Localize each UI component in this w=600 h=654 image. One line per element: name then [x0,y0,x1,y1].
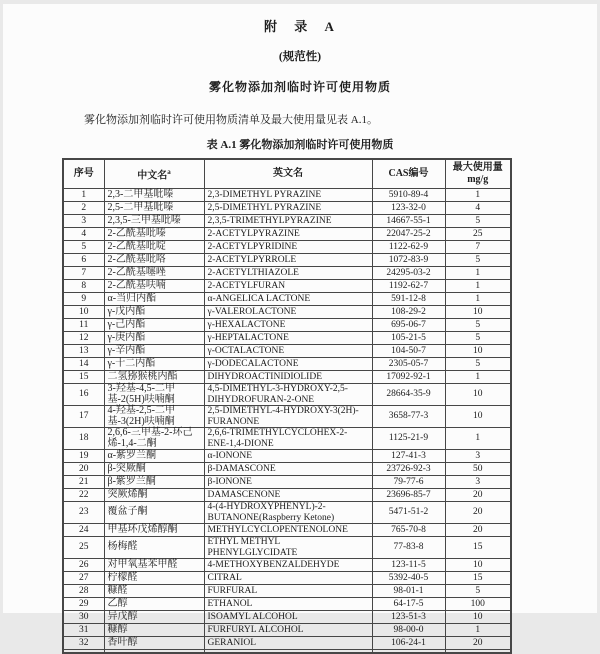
cell-no: 14 [63,358,104,371]
table-row [63,254,511,267]
cell-max: 1 [445,293,511,306]
cell-cas: 77-83-8 [372,537,445,559]
table-row [63,293,511,306]
cell-zh: γ-辛内酯 [104,345,204,358]
cell-cas: 1192-62-7 [372,280,445,293]
cell-max: 10 [445,559,511,572]
cell-max: 20 [445,524,511,537]
cell-max: 5 [445,215,511,228]
cell-en: 2-ACETYLTHIAZOLE [204,267,372,280]
cell-en: DIHYDROACTINIDIOLIDE [204,371,372,384]
cell-no: 16 [63,384,104,406]
table-row [63,280,511,293]
document-page [3,4,597,648]
cell-no: 18 [63,428,104,450]
header-english-name: 英文名 [204,159,372,189]
cell-en [204,650,372,654]
cell-no: 28 [63,585,104,598]
cell-zh [104,650,204,654]
cell-max: 5 [445,254,511,267]
cell-no: 32 [63,637,104,650]
cell-en: ISOAMYL ALCOHOL [204,611,372,624]
cell-en: 2,5-DIMETHYL-4-HYDROXY-3(2H)-FURANONE [204,406,372,428]
cell-cas: 17092-92-1 [372,371,445,384]
cell-en: DAMASCENONE [204,489,372,502]
table-row [63,332,511,345]
cell-max: 10 [445,306,511,319]
table-row [63,371,511,384]
cell-cas: 127-41-3 [372,450,445,463]
table-row [63,189,511,202]
cell-cas: 765-70-8 [372,524,445,537]
cell-no: 2 [63,202,104,215]
table-row [63,202,511,215]
table-row [63,319,511,332]
cell-max: 15 [445,537,511,559]
cell-max: 3 [445,476,511,489]
cell-cas: 1125-21-9 [372,428,445,450]
table-row [63,585,511,598]
cell-max: 10 [445,406,511,428]
header-cas: CAS编号 [372,159,445,189]
cell-zh: 2,3,5-三甲基吡嗪 [104,215,204,228]
cell-cas: 23696-85-7 [372,489,445,502]
cell-en: 2-ACETYLPYRROLE [204,254,372,267]
table-row [63,572,511,585]
cell-zh: 糠醇 [104,624,204,637]
cell-en: α-ANGELICA LACTONE [204,293,372,306]
table-caption: 表 A.1 雾化物添加剂临时许可使用物质 [206,139,394,151]
cell-en: β-DAMASCONE [204,463,372,476]
cell-max: 1 [445,267,511,280]
cell-no: 10 [63,306,104,319]
cell-max: 20 [445,502,511,524]
cell-max: 3 [445,450,511,463]
cell-no: 31 [63,624,104,637]
table-row [63,428,511,450]
cell-cas: 1122-62-9 [372,241,445,254]
table-body [63,189,511,650]
table-row [63,358,511,371]
cell-zh: α-紫罗兰酮 [104,450,204,463]
cell-cas: 123-11-5 [372,559,445,572]
cell-zh: 2-乙酰基吡嗪 [104,228,204,241]
substances-table [62,158,512,654]
cell-no: 23 [63,502,104,524]
cell-no: 29 [63,598,104,611]
cell-cas: 5471-51-2 [372,502,445,524]
cell-en: γ-OCTALACTONE [204,345,372,358]
cell-en: 2,3,5-TRIMETHYLPYRAZINE [204,215,372,228]
cell-en: 2-ACETYLFURAN [204,280,372,293]
table-row [63,598,511,611]
cell-zh: 对甲氧基苯甲醛 [104,559,204,572]
cell-zh: 乙醇 [104,598,204,611]
cell-max: 10 [445,345,511,358]
cell-max: 20 [445,489,511,502]
cell-en: 2,3-DIMETHYL PYRAZINE [204,189,372,202]
cell-max: 1 [445,428,511,450]
table-row [63,384,511,406]
max-usage-unit: mg/g [467,174,489,185]
cell-en: METHYLCYCLOPENTENOLONE [204,524,372,537]
cell-max: 1 [445,280,511,293]
cell-no: 11 [63,319,104,332]
cell-en: 4,5-DIMETHYL-3-HYDROXY-2,5-DIHYDROFURAN-2-ONE [204,384,372,406]
table-row [63,611,511,624]
cell-cas: 105-21-5 [372,332,445,345]
cell-max: 5 [445,319,511,332]
table-row [63,476,511,489]
cell-en: β-IONONE [204,476,372,489]
table-row [63,345,511,358]
cell-cas: 123-32-0 [372,202,445,215]
header-max-usage [445,159,511,189]
cell-zh: 异戊醇 [104,611,204,624]
cell-cas: 28664-35-9 [372,384,445,406]
table-row [63,463,511,476]
cell-zh: 覆盆子酮 [104,502,204,524]
table-row [63,450,511,463]
cell-no: 12 [63,332,104,345]
cell-zh: 糠醛 [104,585,204,598]
cell-zh: γ-己内酯 [104,319,204,332]
cell-zh: 2,5-二甲基吡嗪 [104,202,204,215]
cell-en: γ-VALEROLACTONE [204,306,372,319]
cell-cas: 22047-25-2 [372,228,445,241]
table-row [63,228,511,241]
cell-max: 5 [445,332,511,345]
cell-zh: 4-羟基-2,5-二甲基-3(2H)呋喃酮 [104,406,204,428]
cell-cas: 79-77-6 [372,476,445,489]
cell-zh: β-紫罗兰酮 [104,476,204,489]
cell-zh: 2-乙酰基吡啶 [104,241,204,254]
cell-en: γ-HEXALACTONE [204,319,372,332]
cell-no: 1 [63,189,104,202]
cell-cas: 591-12-8 [372,293,445,306]
cell-cas: 64-17-5 [372,598,445,611]
cell-zh: 二氢猕猴桃内酯 [104,371,204,384]
cell-cas: 23726-92-3 [372,463,445,476]
cell-zh: 2-乙酰基呋喃 [104,280,204,293]
cell-no: 19 [63,450,104,463]
cell-max: 5 [445,358,511,371]
header-row [63,159,511,189]
cell-max: 4 [445,202,511,215]
footnote-marker: a [167,167,171,176]
intro-paragraph: 雾化物添加剂临时许可使用物质清单及最大使用量见表 A.1。 [84,114,378,126]
table-row [63,215,511,228]
cell-en: 2,6,6-TRIMETHYLCYCLOHEX-2-ENE-1,4-DIONE [204,428,372,450]
cell-en: FURFURAL [204,585,372,598]
cell-zh: 杨梅醛 [104,537,204,559]
cell-zh: 2,6,6-三甲基-2-环己烯-1,4-二酮 [104,428,204,450]
cell-cas: 24295-03-2 [372,267,445,280]
cell-en: 2-ACETYLPYRIDINE [204,241,372,254]
table-row [63,559,511,572]
cell-max: 15 [445,572,511,585]
normative-label: (规范性) [278,51,322,63]
cell-zh: 突厥烯酮 [104,489,204,502]
cell-no: 20 [63,463,104,476]
cell-max [445,650,511,654]
cell-zh: β-突厥酮 [104,463,204,476]
cell-max: 7 [445,241,511,254]
cell-en: GERANIOL [204,637,372,650]
cell-zh: 2,3-二甲基吡嗪 [104,189,204,202]
cell-no: 5 [63,241,104,254]
header-index: 序号 [63,159,104,189]
cell-max: 5 [445,585,511,598]
cell-no: 24 [63,524,104,537]
cell-no: 25 [63,537,104,559]
cell-no: 26 [63,559,104,572]
cell-en: α-IONONE [204,450,372,463]
cell-en: 4-METHOXYBENZALDEHYDE [204,559,372,572]
cell-max: 50 [445,463,511,476]
cell-cas: 123-51-3 [372,611,445,624]
cell-max: 1 [445,624,511,637]
cell-no: 3 [63,215,104,228]
cell-zh: 2-乙酰基噻唑 [104,267,204,280]
cell-cas: 1072-83-9 [372,254,445,267]
cell-cas: 98-00-0 [372,624,445,637]
cell-zh: 2-乙酰基吡咯 [104,254,204,267]
cell-en: 4-(4-HYDROXYPHENYL)-2-BUTANONE(Raspberry Ketone) [204,502,372,524]
cell-zh: 3-羟基-4,5-二甲基-2(5H)呋喃酮 [104,384,204,406]
header-chinese-name [104,159,204,189]
cell-no: 9 [63,293,104,306]
cell-en: 2,5-DIMETHYL PYRAZINE [204,202,372,215]
cell-no: 17 [63,406,104,428]
cell-no [63,650,104,654]
cell-en: FURFURYL ALCOHOL [204,624,372,637]
cell-cas: 104-50-7 [372,345,445,358]
cell-cas: 5910-89-4 [372,189,445,202]
table-row [63,624,511,637]
cell-cas: 14667-55-1 [372,215,445,228]
table-row [63,502,511,524]
table-row [63,241,511,254]
cell-max: 1 [445,189,511,202]
cell-no: 8 [63,280,104,293]
cell-en: ETHANOL [204,598,372,611]
cell-en: CITRAL [204,572,372,585]
cell-max: 10 [445,384,511,406]
cell-no: 6 [63,254,104,267]
cell-max: 10 [445,611,511,624]
section-title: 雾化物添加剂临时许可使用物质 [208,80,391,94]
table-row [63,267,511,280]
table-row [63,306,511,319]
cell-zh: 甲基环戊烯醇酮 [104,524,204,537]
max-usage-label: 最大使用量 [452,162,503,173]
cell-no: 15 [63,371,104,384]
cell-zh: 柠檬醛 [104,572,204,585]
cell-en: ETHYL METHYL PHENYLGLYCIDATE [204,537,372,559]
partial-next-row [63,650,511,654]
cell-no: 22 [63,489,104,502]
cell-cas: 106-24-1 [372,637,445,650]
cell-cas [372,650,445,654]
cell-en: γ-DODECALACTONE [204,358,372,371]
cell-en: 2-ACETYLPYRAZINE [204,228,372,241]
cell-zh: α-当归内酯 [104,293,204,306]
table-row [63,537,511,559]
cell-no: 21 [63,476,104,489]
cell-cas: 695-06-7 [372,319,445,332]
cell-no: 27 [63,572,104,585]
appendix-title: 附 录 A [264,19,336,34]
cell-zh: γ-庚内酯 [104,332,204,345]
cell-no: 13 [63,345,104,358]
table-row [63,406,511,428]
table-row [63,489,511,502]
cell-max: 20 [445,637,511,650]
cell-no: 4 [63,228,104,241]
cell-zh: γ-十二内酯 [104,358,204,371]
cell-cas: 108-29-2 [372,306,445,319]
cell-zh: γ-戊内酯 [104,306,204,319]
cell-no: 7 [63,267,104,280]
cell-cas: 98-01-1 [372,585,445,598]
cell-cas: 5392-40-5 [372,572,445,585]
cell-cas: 3658-77-3 [372,406,445,428]
cell-max: 25 [445,228,511,241]
header-chinese-name-label: 中文名 [137,170,168,182]
cell-cas: 2305-05-7 [372,358,445,371]
cell-no: 30 [63,611,104,624]
cell-max: 100 [445,598,511,611]
cell-max: 1 [445,371,511,384]
cell-zh: 香叶醇 [104,637,204,650]
cell-en: γ-HEPTALACTONE [204,332,372,345]
table-row [63,637,511,650]
table-row [63,524,511,537]
